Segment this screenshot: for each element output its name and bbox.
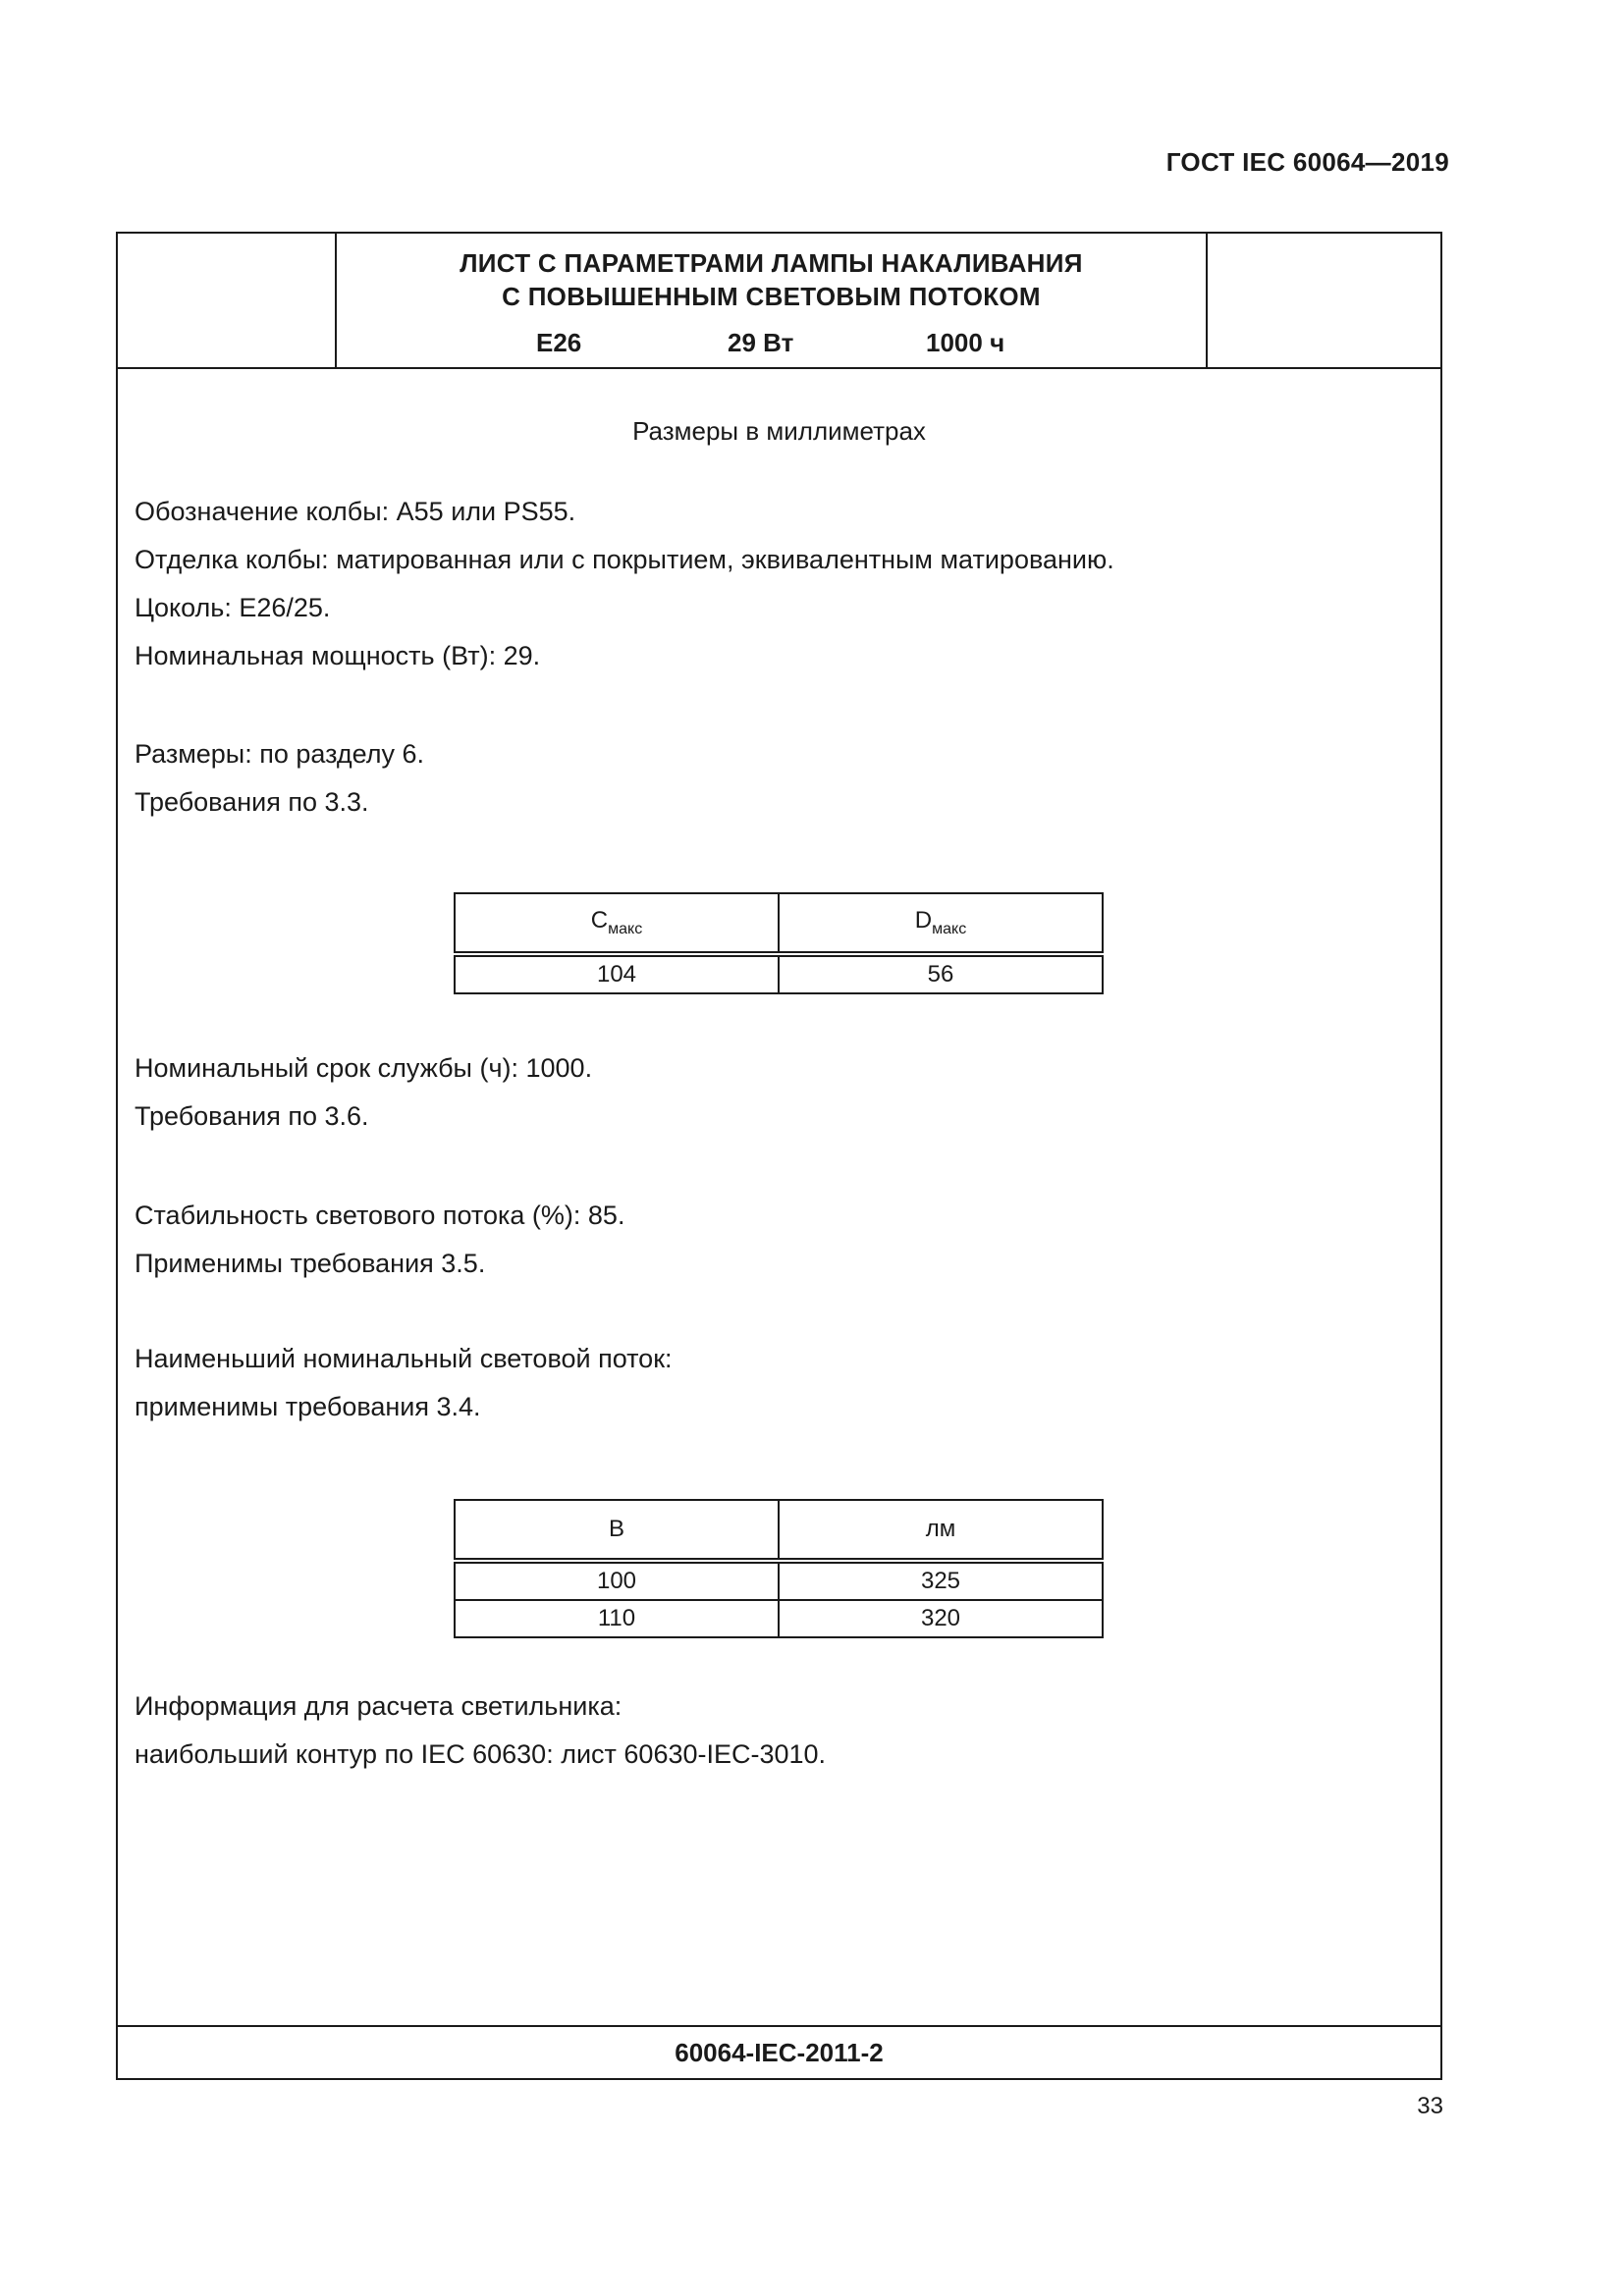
- power-rating: 29 Вт: [728, 328, 794, 357]
- flux-cell: 325: [779, 1561, 1103, 1600]
- standard-code: ГОСТ IEC 60064—2019: [1165, 147, 1449, 177]
- text-dimensions: Размеры: по разделу 6.: [135, 739, 425, 769]
- c-letter: C: [590, 907, 609, 934]
- text-bulb: Обозначение колбы: А55 или PS55.: [135, 497, 576, 526]
- col-c-max: [455, 893, 779, 954]
- text-rated-life: Номинальный срок службы (ч): 1000.: [135, 1053, 593, 1083]
- units-note: Размеры в миллиметрах: [632, 416, 926, 446]
- text-flux-stability: Стабильность светового потока (%): 85.: [135, 1201, 625, 1230]
- voltage-cell: 110: [455, 1600, 779, 1637]
- header-right-cell: [1206, 234, 1440, 367]
- flux-table: [454, 1499, 1104, 1638]
- table-row: [455, 1561, 1103, 1600]
- sheet-title-line-2: С ПОВЫШЕННЫМ СВЕТОВЫМ ПОТОКОМ: [502, 282, 1041, 311]
- text-req-34: применимы требования 3.4.: [135, 1392, 481, 1421]
- table-row: [455, 1600, 1103, 1637]
- dimensions-table: [454, 892, 1104, 994]
- header-left-cell: [118, 234, 337, 367]
- header-center-cell: [337, 234, 1206, 367]
- text-luminaire-info: Информация для расчета светильника:: [135, 1691, 623, 1721]
- text-rated-power: Номинальная мощность (Вт): 29.: [135, 641, 541, 670]
- text-finish: Отделка колбы: матированная или с покрытием, эквивалентным матированию.: [135, 545, 1114, 574]
- flux-cell: 320: [779, 1600, 1103, 1637]
- sheet-footer: 60064-IEC-2011-2: [118, 2025, 1440, 2078]
- col-voltage: В: [455, 1500, 779, 1561]
- text-req-36: Требования по 3.6.: [135, 1101, 369, 1131]
- c-max-value: 104: [455, 954, 779, 993]
- sheet-title-line-1: ЛИСТ С ПАРАМЕТРАМИ ЛАМПЫ НАКАЛИВАНИЯ: [460, 248, 1083, 278]
- sheet-title: [337, 246, 1206, 313]
- sheet-header: [118, 234, 1440, 369]
- voltage-cell: 100: [455, 1561, 779, 1600]
- life-rating: 1000 ч: [926, 328, 1005, 357]
- data-sheet: [116, 232, 1442, 2080]
- text-req-33: Требования по 3.3.: [135, 787, 369, 817]
- d-letter: D: [914, 907, 933, 934]
- text-cap: Цоколь: Е26/25.: [135, 593, 331, 622]
- col-flux: лм: [779, 1500, 1103, 1561]
- sheet-params: [337, 328, 1206, 357]
- col-d-max: [779, 893, 1103, 954]
- base-type: E26: [536, 328, 582, 357]
- d-max-value: 56: [779, 954, 1103, 993]
- c-subscript: макс: [608, 921, 643, 937]
- d-subscript: макс: [932, 921, 967, 937]
- page-number: 33: [1417, 2093, 1443, 2119]
- text-contour: наибольший контур по IEC 60630: лист 60630-IEC-3010.: [135, 1739, 827, 1769]
- text-req-35: Применимы требования 3.5.: [135, 1249, 486, 1278]
- text-min-flux: Наименьший номинальный световой поток:: [135, 1344, 673, 1373]
